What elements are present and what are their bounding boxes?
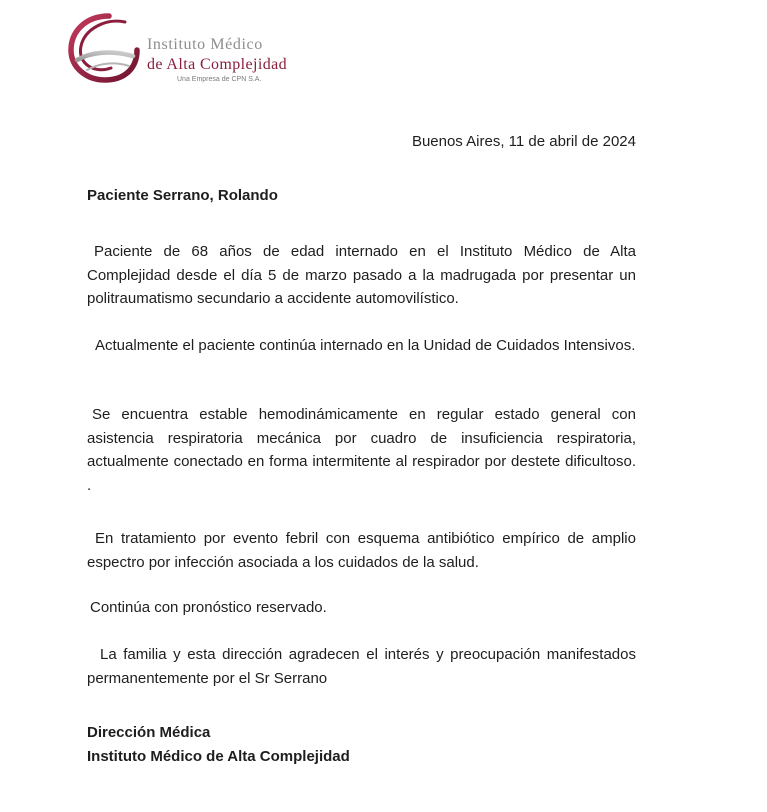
paragraph-prognosis: Continúa con pronóstico reservado. xyxy=(90,599,327,616)
signature-block xyxy=(87,721,350,769)
logo-institution-subtitle: de Alta Complejidad xyxy=(147,56,288,73)
paragraph-current-location: Actualmente el paciente continúa internado en la Unidad de Cuidados Intensivos. xyxy=(95,337,636,354)
logo-company-note: Una Empresa de CPN S.A. xyxy=(177,76,262,83)
signature-institution: Instituto Médico de Alta Complejidad xyxy=(87,748,350,765)
paragraph-treatment: En tratamiento por evento febril con esquema antibiótico empírico de amplio espectro por infección asociada a los cuidados de la salud. xyxy=(87,530,636,571)
logo-institution-name: Instituto Médico xyxy=(147,36,263,53)
paragraph-admission: Paciente de 68 años de edad internado en el Instituto Médico de Alta Complejidad desde el día 5 de marzo pasado a la madrugada por presentar un politraumatismo secundario a accidente automovilístico. xyxy=(87,243,636,307)
paragraph-condition: Se encuentra estable hemodinámicamente en regular estado general con asistencia respiratoria mecánica por cuadro de insuficiencia respiratoria, actualmente conectado en forma intermitente al respirador por destete dificultoso. . xyxy=(87,406,636,494)
letter-recipient: Paciente Serrano, Rolando xyxy=(87,187,278,204)
institution-logo xyxy=(67,12,317,92)
paragraph-thanks: La familia y esta dirección agradecen el interés y preocupación manifestados permanentemente por el Sr Serrano xyxy=(87,646,636,687)
signature-department: Dirección Médica xyxy=(87,724,211,741)
swirl-logo-icon xyxy=(67,12,143,84)
letter-date: Buenos Aires, 11 de abril de 2024 xyxy=(411,133,636,150)
logo-text xyxy=(147,36,287,84)
